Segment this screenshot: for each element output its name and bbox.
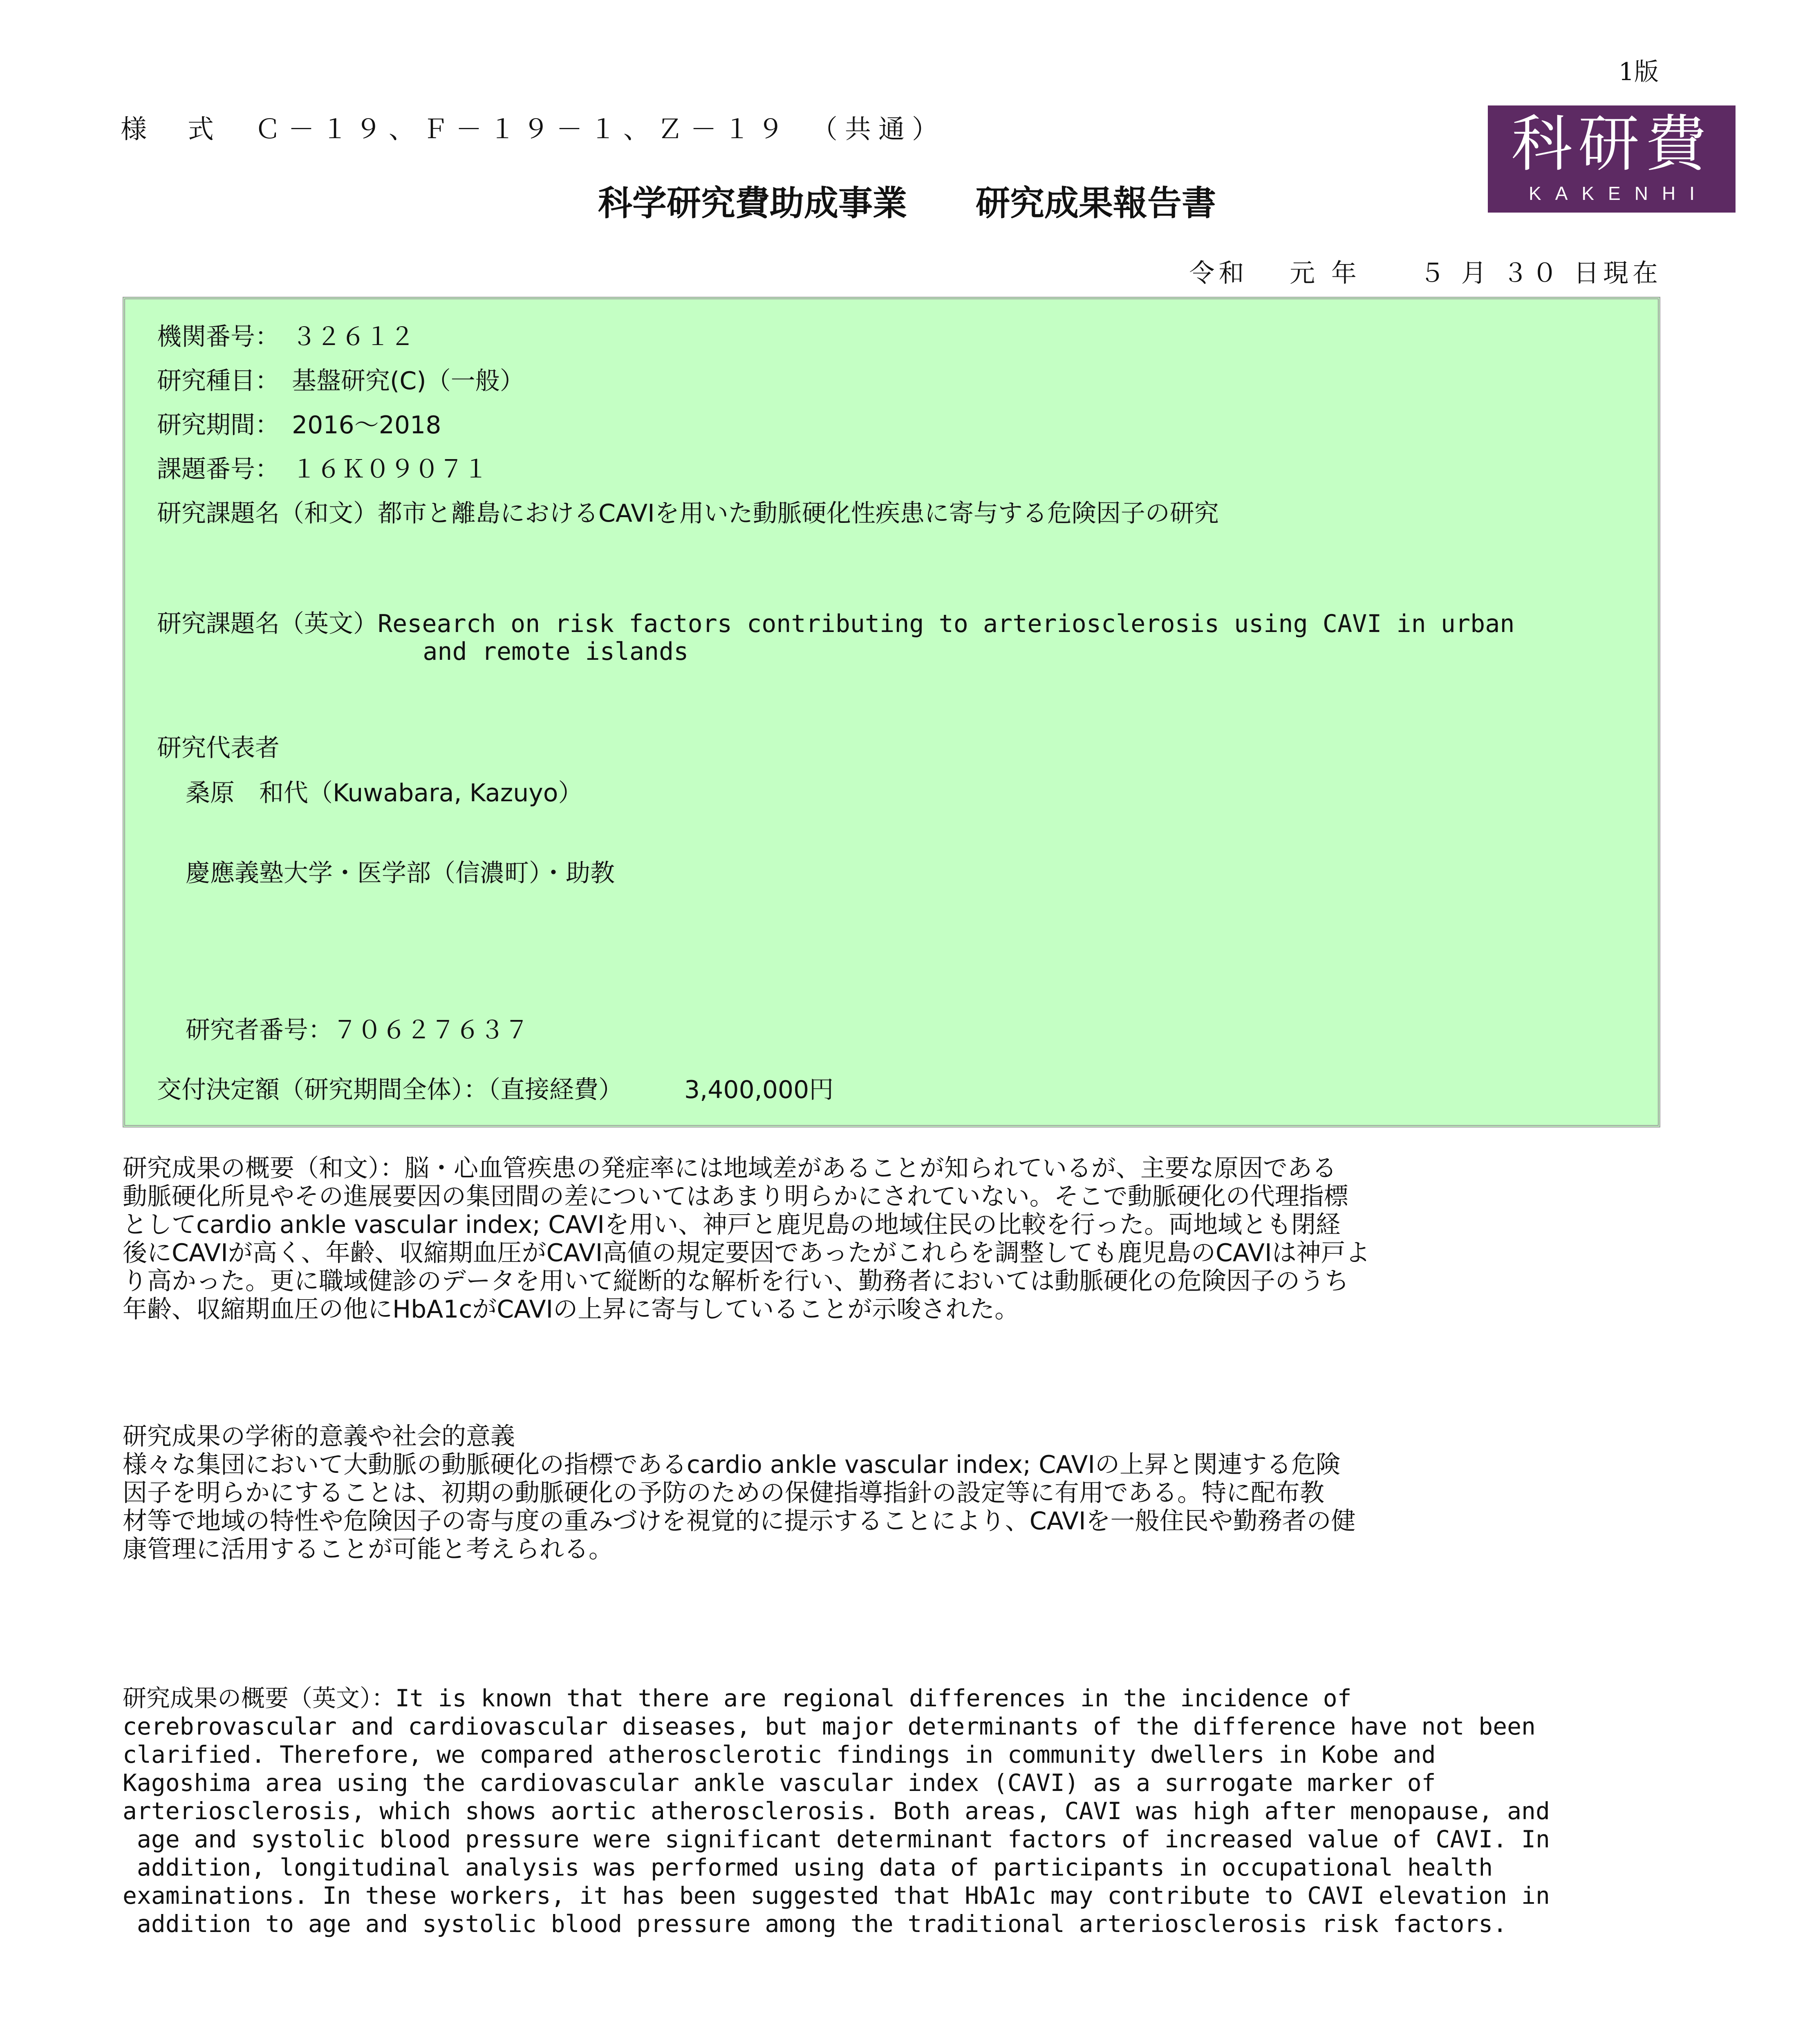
researcher-number: 研究者番号：７０６２７６３７ [186, 1016, 529, 1044]
summary-ja-line: 研究成果の概要（和文）：脳・心血管疾患の発症率には地域差があることが知られているが、主要な原因である [123, 1154, 1337, 1183]
summary-en-line: Kagoshima area using the cardiovascular ankle vascular index (CAVI) as a surrogate marker of [123, 1769, 1436, 1797]
project-title-en-line2: and remote islands [157, 637, 689, 666]
project-info-box [123, 297, 1660, 1127]
research-type: 研究種目： 基盤研究(C)（一般） [157, 367, 524, 395]
representative-label: 研究代表者 [157, 734, 280, 762]
significance-line: 康管理に活用することが可能と考えられる。 [123, 1535, 613, 1564]
summary-en-line: addition to age and systolic blood pressure among the traditional arteriosclerosis risk factors. [123, 1910, 1507, 1938]
version-label: 1版 [1618, 58, 1659, 86]
project-title-ja: 研究課題名（和文）都市と離島におけるCAVIを用いた動脈硬化性疾患に寄与する危険因子の研究 [157, 499, 1219, 528]
representative-name: 桑原 和代（Kuwabara, Kazuyo） [186, 779, 583, 807]
summary-en-line: addition, longitudinal analysis was performed using data of participants in occupational health [123, 1853, 1493, 1881]
summary-ja-line: としてcardio ankle vascular index; CAVIを用い、神戸と鹿児島の地域住民の比較を行った。両地域とも閉経 [123, 1210, 1341, 1239]
form-number: 様 式 Ｃ－１９、Ｆ－１９－１、Ｚ－１９ （共通） [121, 114, 945, 145]
significance-line: 因子を明らかにすることは、初期の動脈硬化の予防のための保健指導指針の設定等に有用である。特に配布教 [123, 1479, 1324, 1507]
summary-ja-line: り高かった。更に職域健診のデータを用いて縦断的な解析を行い、勤務者においては動脈硬化の危険因子のうち [123, 1267, 1349, 1295]
summary-en-line: 研究成果の概要（英文）：It is known that there are regional differences in the incidence of [123, 1684, 1352, 1712]
logo-kanji: 科研費 [1511, 109, 1712, 180]
summary-ja-line: 年齢、収縮期血圧の他にHbA1cがCAVIの上昇に寄与していることが示唆された。 [123, 1295, 1019, 1324]
project-title-en [157, 610, 1514, 666]
institution-number: 機関番号： ３２６１２ [157, 323, 414, 351]
project-number: 課題番号： １６Ｋ０９０７１ [157, 455, 488, 484]
affiliation: 慶應義塾大学・医学部（信濃町）・助教 [186, 859, 615, 888]
research-period: 研究期間： 2016～2018 [157, 411, 441, 439]
project-title-en-line1: 研究課題名（英文）Research on risk factors contributing to arteriosclerosis using CAVI in urban [157, 610, 1515, 638]
logo-roman: KAKENHI [1529, 183, 1709, 204]
summary-en-line: arteriosclerosis, which shows aortic atherosclerosis. Both areas, CAVI was high after menopause, and [123, 1797, 1550, 1825]
summary-ja-line: 後にCAVIが高く、年齢、収縮期血圧がCAVI高値の規定要因であったがこれらを調整しても鹿児島のCAVIは神戸よ [123, 1239, 1370, 1267]
summary-en-line: age and systolic blood pressure were significant determinant factors of increased value of CAVI. In [123, 1825, 1550, 1853]
grant-amount: 交付決定額（研究期間全体）：（直接経費） 3,400,000円 [157, 1076, 834, 1104]
summary-en-line: examinations. In these workers, it has been suggested that HbA1c may contribute to CAVI elevation in [123, 1882, 1550, 1910]
summary-ja [123, 1154, 1370, 1324]
summary-en-line: clarified. Therefore, we compared atherosclerotic findings in community dwellers in Kobe and [123, 1741, 1436, 1768]
summary-ja-line: 動脈硬化所見やその進展要因の集団間の差についてはあまり明らかにされていない。そこで動脈硬化の代理指標 [123, 1182, 1348, 1211]
significance-line: 材等で地域の特性や危険因子の寄与度の重みづけを視覚的に提示することにより、CAVIを一般住民や勤務者の健 [123, 1507, 1356, 1535]
significance [123, 1423, 1356, 1564]
significance-line: 様々な集団において大動脈の動脈硬化の指標であるcardio ankle vascular index; CAVIの上昇と関連する危険 [123, 1450, 1341, 1479]
summary-en-line: cerebrovascular and cardiovascular diseases, but major determinants of the difference have not been [123, 1712, 1536, 1740]
report-date: 令和 元 年 ５ 月 ３０ 日現在 [1189, 258, 1662, 288]
page-title: 科学研究費助成事業 研究成果報告書 [598, 183, 1216, 223]
summary-en [123, 1684, 1550, 1938]
significance-heading: 研究成果の学術的意義や社会的意義 [123, 1422, 515, 1451]
